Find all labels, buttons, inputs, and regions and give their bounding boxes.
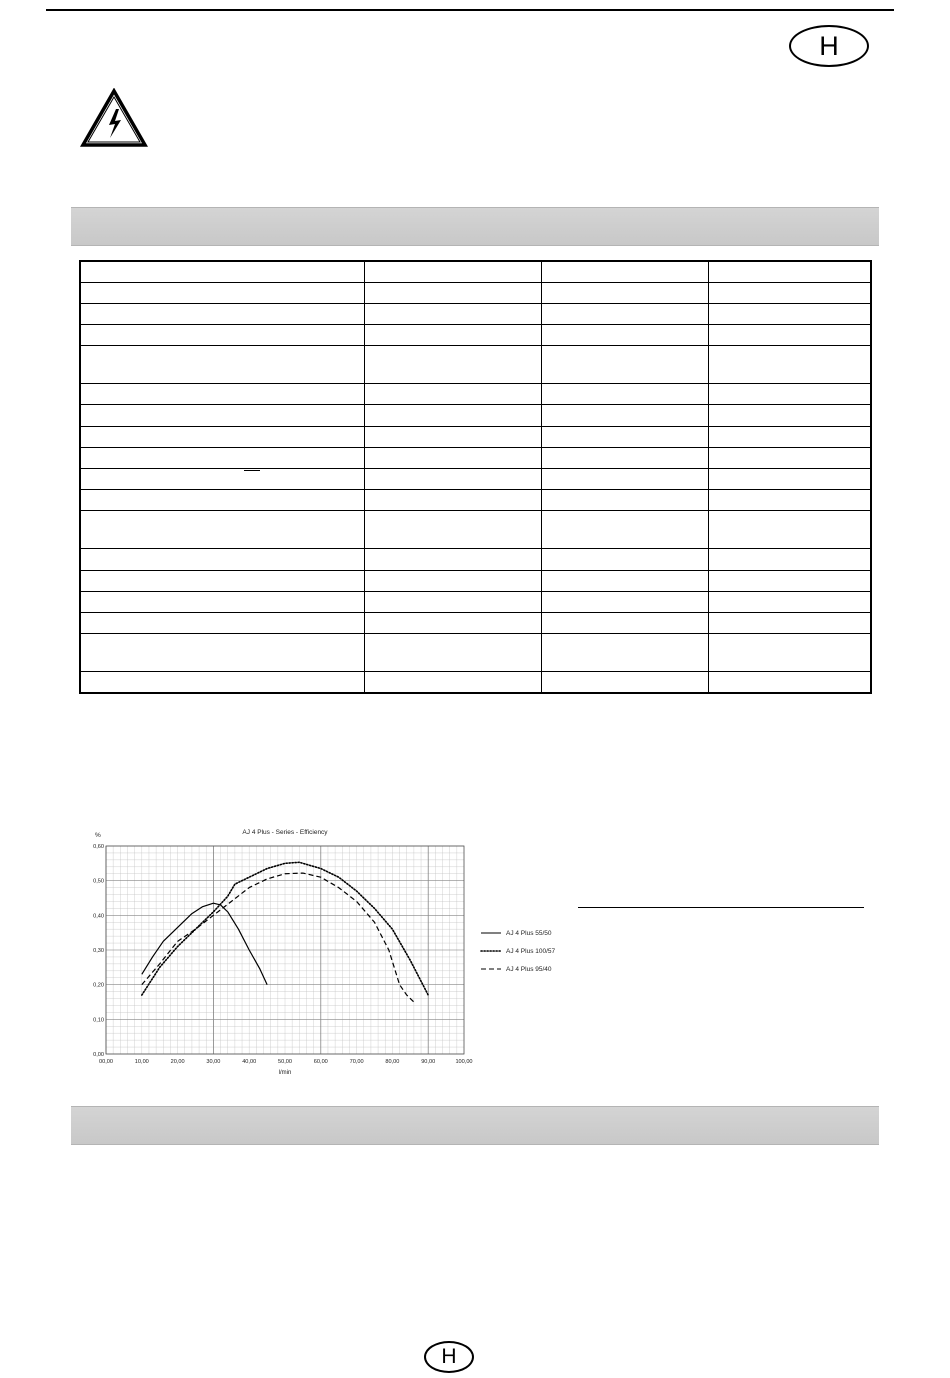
table-cell bbox=[80, 282, 365, 303]
table-cell bbox=[542, 447, 709, 468]
legend-item bbox=[480, 942, 580, 960]
table-cell bbox=[709, 490, 872, 511]
table-cell bbox=[365, 325, 542, 346]
table-cell bbox=[542, 591, 709, 612]
table-cell bbox=[542, 672, 709, 693]
table-cell bbox=[542, 612, 709, 633]
table-cell bbox=[365, 549, 542, 570]
table-cell bbox=[80, 447, 365, 468]
y-tick-label: 0,40 bbox=[93, 913, 104, 920]
y-tick-label: 0,30 bbox=[93, 948, 104, 954]
table-cell bbox=[542, 303, 709, 324]
table-cell bbox=[365, 346, 542, 384]
table-cell bbox=[709, 469, 872, 490]
table-cell bbox=[80, 303, 365, 324]
table-cell bbox=[542, 511, 709, 549]
legend-swatch bbox=[480, 930, 502, 936]
x-tick-label: 100,00 bbox=[455, 1059, 473, 1065]
table-cell bbox=[542, 570, 709, 591]
signature-line bbox=[578, 907, 864, 908]
table-cell bbox=[365, 672, 542, 693]
table-cell bbox=[365, 490, 542, 511]
table-cell bbox=[709, 612, 872, 633]
table-row bbox=[80, 511, 871, 549]
table-cell bbox=[365, 447, 542, 468]
section-header-bar bbox=[71, 207, 879, 246]
table-cell bbox=[542, 549, 709, 570]
table-cell bbox=[542, 634, 709, 672]
high-voltage-warning-icon bbox=[80, 88, 148, 148]
table-cell bbox=[542, 282, 709, 303]
table-cell bbox=[542, 346, 709, 384]
x-tick-label: 30,00 bbox=[206, 1059, 221, 1065]
table-underline-mark bbox=[244, 470, 260, 471]
table-cell bbox=[365, 405, 542, 426]
table-cell bbox=[365, 591, 542, 612]
table-cell bbox=[80, 346, 365, 384]
table-cell bbox=[80, 570, 365, 591]
table-row bbox=[80, 490, 871, 511]
table-cell bbox=[709, 384, 872, 405]
table-row bbox=[80, 261, 871, 282]
table-cell bbox=[80, 261, 365, 282]
table-cell bbox=[709, 549, 872, 570]
table-cell bbox=[365, 634, 542, 672]
legend-swatch bbox=[480, 966, 502, 972]
table-cell bbox=[80, 469, 365, 490]
table-cell bbox=[365, 384, 542, 405]
chart-title: AJ 4 Plus - Series - Efficiency bbox=[242, 829, 328, 836]
legend-label: AJ 4 Plus 55/50 bbox=[506, 929, 552, 937]
legend-label: AJ 4 Plus 100/57 bbox=[506, 947, 556, 955]
table-cell bbox=[542, 490, 709, 511]
table-cell bbox=[80, 612, 365, 633]
table-cell bbox=[709, 325, 872, 346]
language-code: H bbox=[819, 30, 839, 61]
table-cell bbox=[542, 261, 709, 282]
table-cell bbox=[365, 303, 542, 324]
table-cell bbox=[709, 426, 872, 447]
y-tick-label: 0,50 bbox=[93, 878, 104, 885]
chart-legend bbox=[480, 924, 580, 978]
x-axis-label: l/min bbox=[278, 1070, 292, 1076]
top-rule bbox=[46, 9, 894, 11]
x-tick-label: 40,00 bbox=[242, 1059, 257, 1065]
table-cell bbox=[80, 591, 365, 612]
table-cell bbox=[709, 447, 872, 468]
x-tick-label: 20,00 bbox=[170, 1059, 185, 1065]
table-cell bbox=[542, 426, 709, 447]
y-axis-label: % bbox=[95, 832, 101, 839]
table-row bbox=[80, 447, 871, 468]
table-cell bbox=[365, 282, 542, 303]
x-tick-label: 50,00 bbox=[278, 1059, 292, 1065]
table-cell bbox=[365, 426, 542, 447]
x-tick-label: 70,00 bbox=[349, 1059, 364, 1065]
table-cell bbox=[80, 511, 365, 549]
table-cell bbox=[365, 511, 542, 549]
language-badge-top bbox=[789, 25, 869, 67]
table-cell bbox=[80, 672, 365, 693]
table-row bbox=[80, 346, 871, 384]
y-tick-label: 0,10 bbox=[93, 1017, 104, 1024]
table-cell bbox=[709, 570, 872, 591]
table-cell bbox=[709, 591, 872, 612]
table-cell bbox=[542, 469, 709, 490]
table-cell bbox=[80, 405, 365, 426]
table-cell bbox=[709, 672, 872, 693]
table-cell bbox=[709, 261, 872, 282]
table-cell bbox=[80, 384, 365, 405]
y-tick-label: 0,20 bbox=[93, 982, 104, 989]
table-cell bbox=[365, 261, 542, 282]
section-header-bar-2 bbox=[71, 1106, 879, 1145]
table-row bbox=[80, 612, 871, 633]
table-cell bbox=[542, 384, 709, 405]
table-row bbox=[80, 426, 871, 447]
table-cell bbox=[709, 282, 872, 303]
table-cell bbox=[80, 549, 365, 570]
table-row bbox=[80, 549, 871, 570]
x-tick-label: 00,00 bbox=[99, 1059, 113, 1065]
table-cell bbox=[80, 634, 365, 672]
efficiency-chart bbox=[86, 826, 478, 1076]
language-badge-bottom bbox=[424, 1341, 474, 1373]
legend-swatch bbox=[480, 948, 502, 954]
table-cell bbox=[709, 303, 872, 324]
table-cell bbox=[365, 612, 542, 633]
table-cell bbox=[709, 634, 872, 672]
legend-item bbox=[480, 924, 580, 942]
x-tick-label: 10,00 bbox=[134, 1059, 149, 1065]
table-cell bbox=[80, 490, 365, 511]
x-tick-label: 80,00 bbox=[385, 1059, 400, 1065]
technical-data-table bbox=[79, 260, 872, 694]
table-cell bbox=[365, 570, 542, 591]
table-cell bbox=[365, 469, 542, 490]
table-row bbox=[80, 672, 871, 693]
table-cell bbox=[709, 405, 872, 426]
table-cell bbox=[80, 426, 365, 447]
language-code-footer: H bbox=[441, 1345, 457, 1368]
table-row bbox=[80, 634, 871, 672]
table-row bbox=[80, 303, 871, 324]
table-cell bbox=[542, 325, 709, 346]
table-row bbox=[80, 282, 871, 303]
table-row bbox=[80, 384, 871, 405]
table-row bbox=[80, 325, 871, 346]
table-cell bbox=[709, 511, 872, 549]
table-row bbox=[80, 405, 871, 426]
table-cell bbox=[542, 405, 709, 426]
table-cell bbox=[709, 346, 872, 384]
legend-item bbox=[480, 960, 580, 978]
table-row bbox=[80, 591, 871, 612]
table-cell bbox=[80, 325, 365, 346]
table-row bbox=[80, 469, 871, 490]
y-tick-label: 0,60 bbox=[93, 844, 104, 850]
x-tick-label: 90,00 bbox=[421, 1059, 436, 1065]
legend-label: AJ 4 Plus 95/40 bbox=[506, 965, 552, 973]
table-row bbox=[80, 570, 871, 591]
y-tick-label: 0,00 bbox=[93, 1052, 104, 1058]
x-tick-label: 60,00 bbox=[313, 1059, 328, 1065]
